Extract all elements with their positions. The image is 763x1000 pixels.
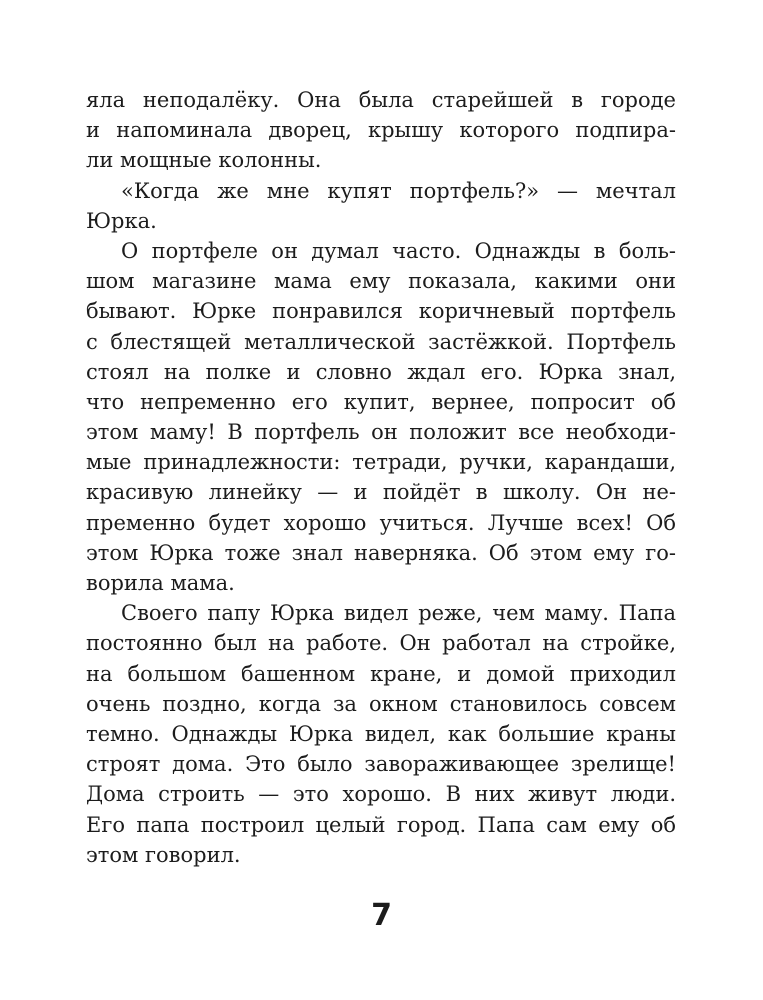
text-line: мые принадлежности: тетради, ручки, карандаши, [86,450,676,475]
text-line: яла неподалёку. Она была старейшей в городе [86,88,676,112]
text-line: этом Юрка тоже знал наверняка. Об этом ему го- [86,540,676,565]
text-line: шом магазине мама ему показала, какими они [86,269,676,294]
text-line: Дома строить — это хорошо. В них живут люди. [86,782,676,807]
text-line: бывают. Юрке понравился коричневый портфель [86,299,676,324]
text-line: очень поздно, когда за окном становилось совсем [86,691,676,716]
text-line: этом говорил. [86,842,241,867]
text-line: ворила мама. [86,571,235,595]
text-line: постоянно был на работе. Он работал на стройке, [86,631,676,656]
text-line: Своего папу Юрка видел реже, чем маму. Папа [121,601,676,626]
text-line: темно. Однажды Юрка видел, как большие краны [86,721,676,746]
text-line: с блестящей металлической застёжкой. Портфель [86,329,676,354]
text-line: Его папа построил целый город. Папа сам ему об [86,812,676,837]
text-line: и напоминала дворец, крышу которого подпира- [86,118,676,143]
text-line: что непременно его купит, вернее, попросит об [86,389,676,414]
text-line: этом маму! В портфель он положит все необходи- [86,420,676,445]
text-line: строят дома. Это было завораживающее зрелище! [86,752,676,777]
text-line: О портфеле он думал часто. Однажды в боль- [121,238,676,263]
text-line: пременно будет хорошо учиться. Лучше всех! Об [86,510,676,535]
text-line: красивую линейку — и пойдёт в школу. Он не- [86,480,676,505]
text-line: стоял на полке и словно ждал его. Юрка знал, [86,359,676,384]
text-line: «Когда же мне купят портфель?» — мечтал [121,178,676,203]
page-number: 7 [371,898,392,933]
text-line: на большом башенном кране, и домой приходил [86,661,676,686]
text-line: ли мощные колонны. [86,148,322,173]
body-text [86,85,676,870]
text-line: Юрка. [86,208,157,233]
